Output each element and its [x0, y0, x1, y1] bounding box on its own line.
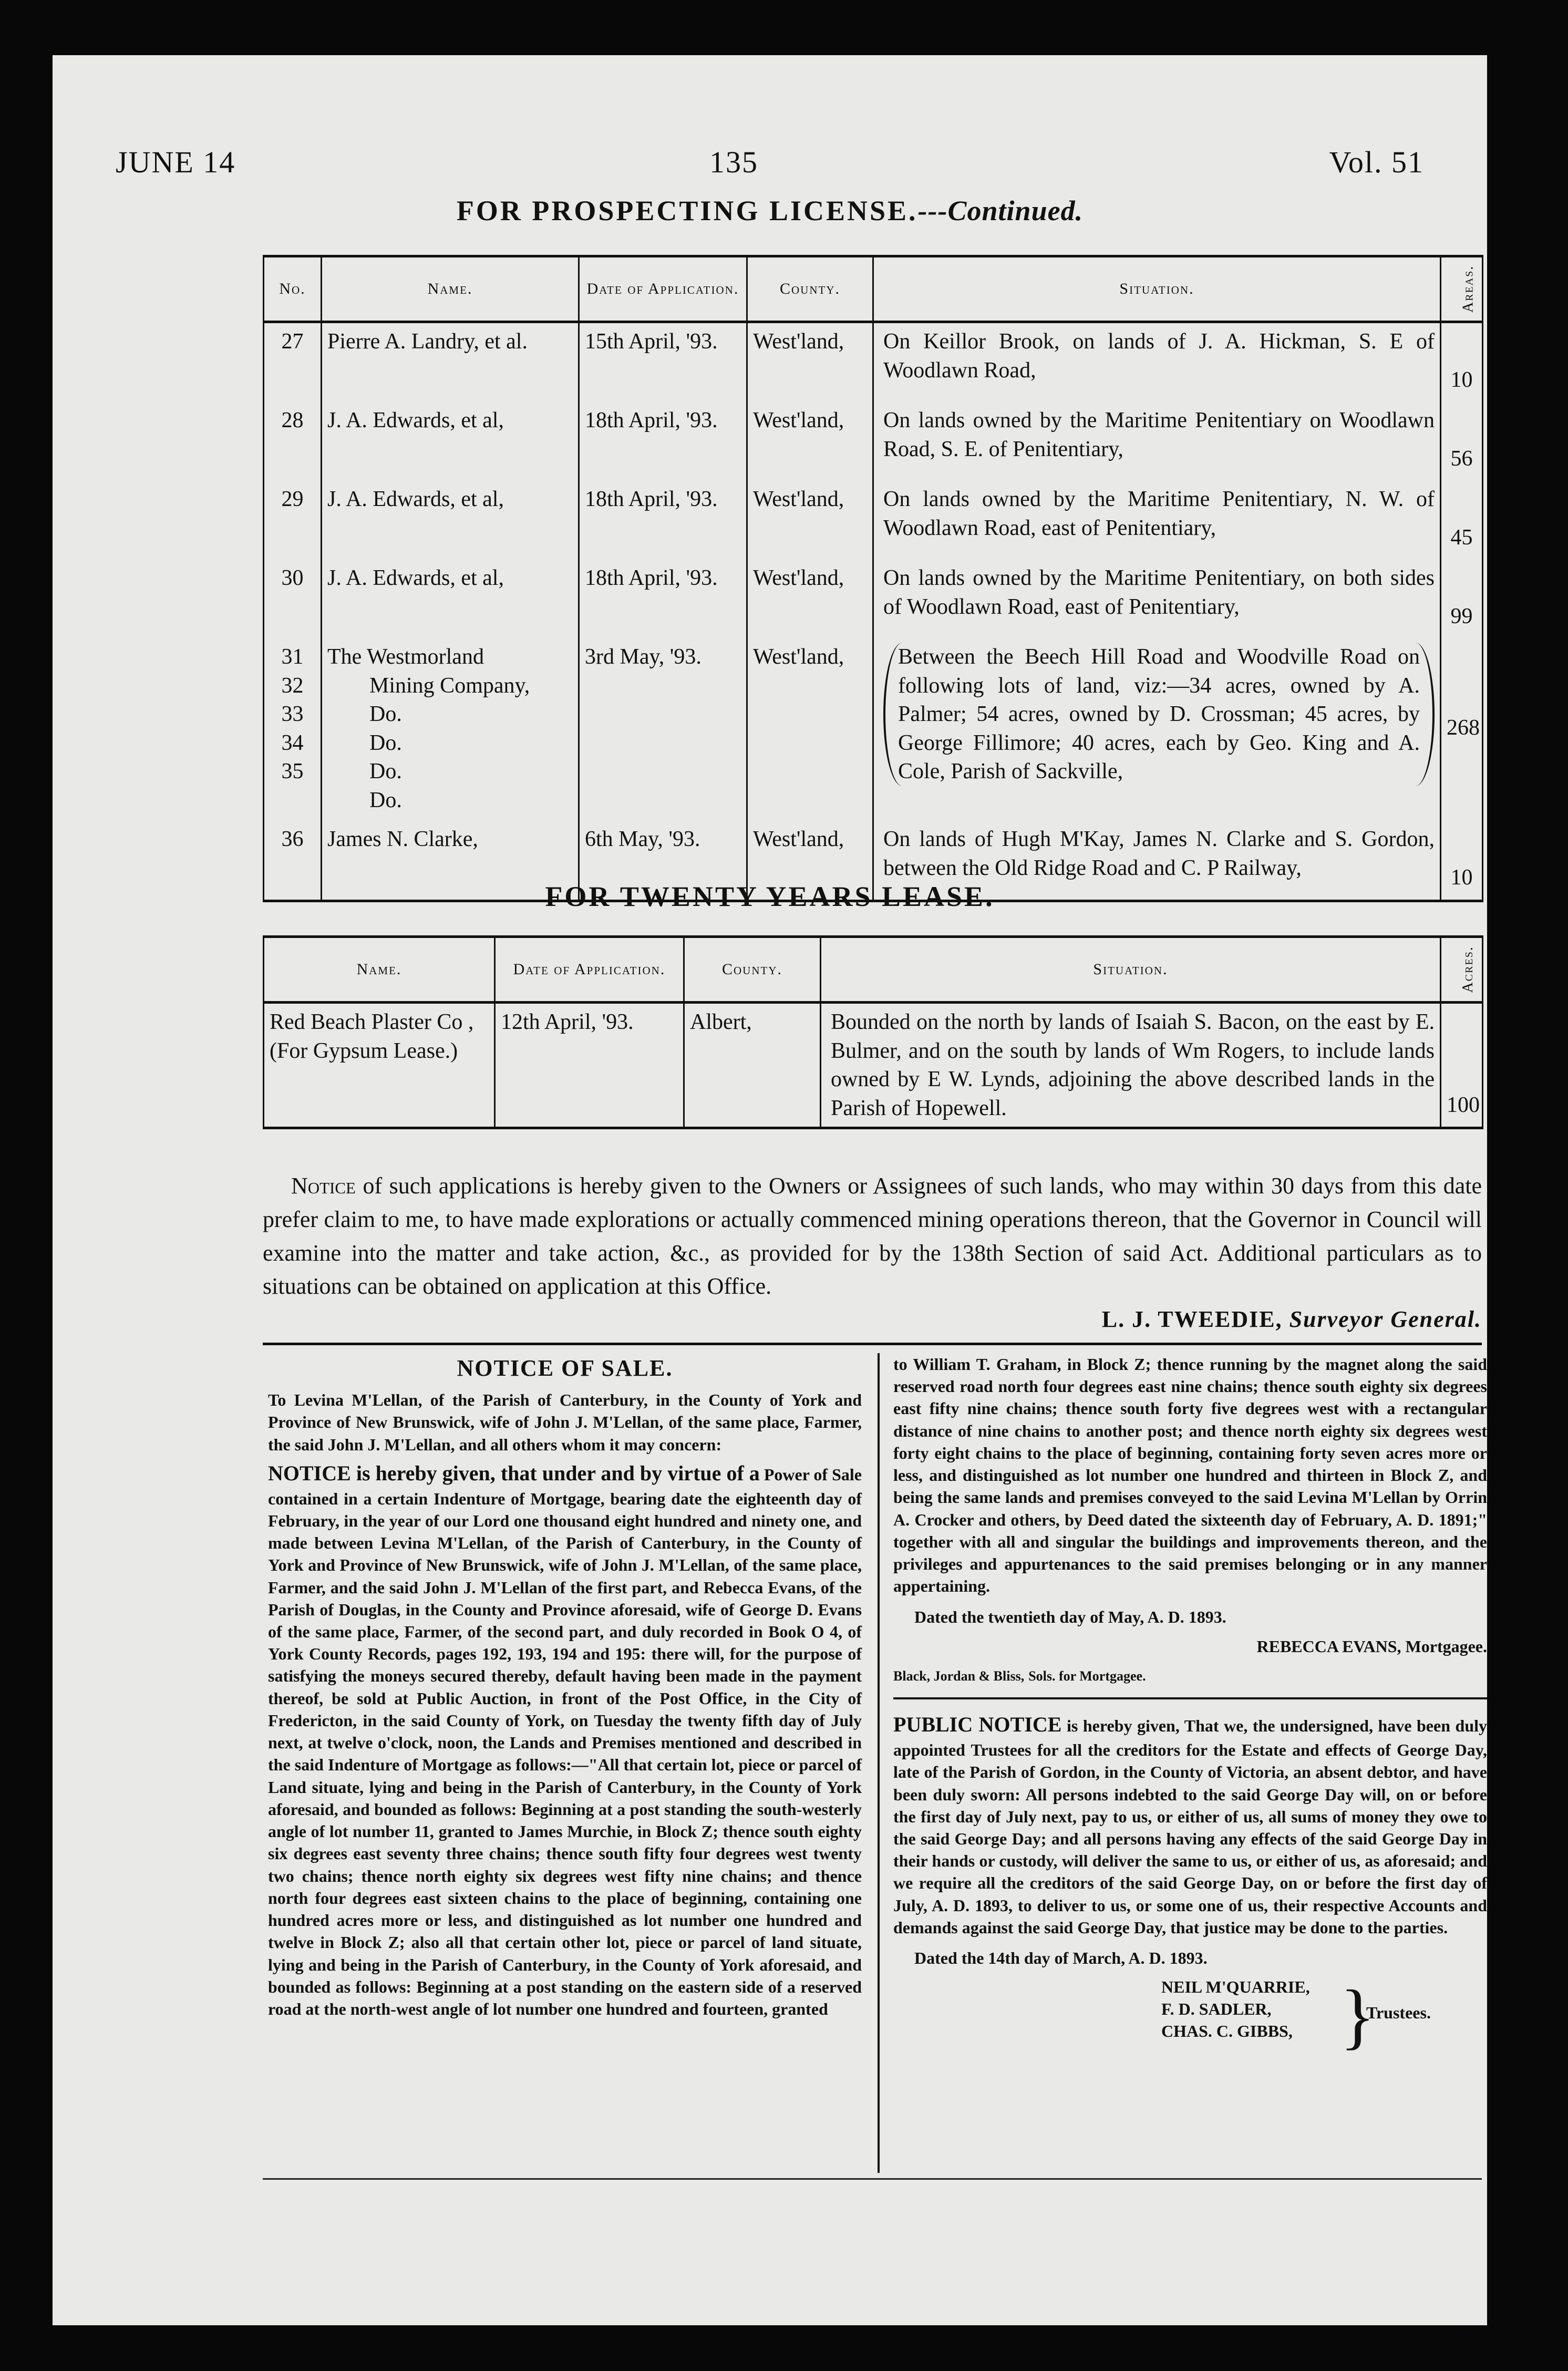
- county: West'land,: [747, 322, 873, 403]
- col-header-areas: Areas.: [1441, 256, 1483, 322]
- right-column: [893, 1353, 1487, 2055]
- sale-address: To Levina M'Lellan, of the Parish of Canterbury, in the County of York and Province of New Brunswick, wife of John J. M'Lellan, of the same place, Farmer, the said John J. M'Lellan, and all others whom it may concern:: [268, 1390, 862, 1454]
- trustees-brace: }: [1340, 1975, 1376, 2057]
- row-number: 28: [264, 402, 322, 481]
- situation: On lands owned by the Maritime Penitentiary, on both sides of Woodlawn Road, east of Penitentiary,: [873, 560, 1441, 638]
- applicant-name: The Westmorland Mining Company, Do. Do. Do. Do.: [322, 638, 579, 821]
- notice-of-sale-left-column: [268, 1353, 862, 2020]
- surveyor-signature: L. J. TWEEDIE, Surveyor General.: [1101, 1306, 1482, 1332]
- trustees-signature: [893, 1976, 1487, 2055]
- area: 268: [1441, 638, 1483, 821]
- table-row-group: [264, 638, 1483, 821]
- situation: [873, 638, 1441, 821]
- table-row: [264, 402, 1483, 481]
- county: West'land,: [747, 481, 873, 560]
- table-row: [264, 481, 1483, 560]
- county: West'land,: [747, 821, 873, 901]
- trustee-name: NEIL M'QUARRIE,: [1161, 1977, 1310, 1997]
- application-date: 15th April, '93.: [579, 322, 747, 403]
- applicant-name: Red Beach Plaster Co , (For Gypsum Lease.): [264, 1003, 495, 1128]
- col-header-county: County.: [747, 256, 873, 322]
- row-number: 30: [264, 560, 322, 638]
- title-continued: ---Continued.: [917, 195, 1084, 226]
- mortgagee-signature: REBECCA EVANS, Mortgagee.: [1256, 1636, 1487, 1656]
- col-header-name: Name.: [322, 256, 579, 322]
- ditto: Do.: [369, 730, 402, 755]
- prospecting-license-table: [263, 255, 1483, 902]
- situation: Bounded on the north by lands of Isaiah S. Bacon, on the east by E. Bulmer, and on the south by lands of Wm Rogers, to include lands owned by E W. Lynds, adjoining the above described lands in the Parish of Hopewell.: [821, 1003, 1441, 1128]
- table-row: [264, 1003, 1483, 1128]
- county: Albert,: [684, 1003, 821, 1128]
- row-number: 33: [281, 702, 304, 727]
- public-notice-dated: Dated the 14th day of March, A. D. 1893.: [914, 1949, 1208, 1968]
- applicant-name: J. A. Edwards, et al,: [322, 481, 579, 560]
- sale-dated: Dated the twentieth day of May, A. D. 1893.: [914, 1607, 1226, 1626]
- situation: On lands of Hugh M'Kay, James N. Clarke and S. Gordon, between the Old Ridge Road and C. P Railway,: [873, 821, 1441, 901]
- application-date: 18th April, '93.: [579, 560, 747, 638]
- county: West'land,: [747, 402, 873, 481]
- area: 45: [1441, 481, 1483, 560]
- col-header-acres: Acres.: [1441, 937, 1483, 1003]
- notice-of-sale-title: NOTICE OF SALE.: [457, 1355, 673, 1381]
- applicant-name: Pierre A. Landry, et al.: [322, 322, 579, 403]
- situation: On lands owned by the Maritime Penitentiary, N. W. of Woodlawn Road, east of Penitentiary,: [873, 481, 1441, 560]
- county: West'land,: [747, 638, 873, 821]
- table-row: [264, 322, 1483, 403]
- public-notice-lead: PUBLIC NOTICE: [893, 1713, 1062, 1737]
- row-number: 32: [281, 673, 304, 698]
- table-row: [264, 560, 1483, 638]
- applicant-name: James N. Clarke,: [322, 821, 579, 901]
- bottom-rule: [263, 2178, 1482, 2180]
- col-header-name: Name.: [264, 937, 495, 1003]
- area: 10: [1441, 322, 1483, 403]
- gazette-page: [53, 55, 1487, 2325]
- row-number: 27: [264, 322, 322, 403]
- twenty-years-lease-table: [263, 935, 1483, 1129]
- situation-brace: Between the Beech Hill Road and Woodville Road on following lots of land, viz:—34 acres, owned by A. Palmer; 54 acres, owned by D. Crossman; 45 acres, by George Fillimore; 40 acres, each by Geo. King and A. Cole, Parish of Sackville,: [883, 643, 1435, 786]
- sale-body: Power of Sale contained in a certain Indenture of Mortgage, bearing date the eighteenth day of February, in the year of our Lord one thousand eight hundred and ninety one, and made between Levina M'Lellan, of the Parish of Canterbury, in the County of York and Province of New Brunswick, wife of John J. M'Lellan, of the same place, Farmer, and the said John J. M'Lellan of the first part, and Rebecca Evans, of the Parish of Douglas, in the County and Province aforesaid, wife of George D. Evans of the same place, Farmer, of the second part, and duly recorded in Book O 4, of York County Records, pages 192, 193, 194 and 195: there will, for the purpose of satisfying the moneys secured thereby, default having been made in the payment thereof, be sold at Public Auction, in front of the Post Office, in the City of Fredericton, in the said County of York, on Tuesday the twenty fifth day of July next, at twelve o'clock, noon, the Lands and Premises mentioned and described in the said Indenture of Mortgage as follows:—"All that certain lot, piece or parcel of Land situate, lying and being in the Parish of Canterbury, in the County of York aforesaid, and bounded as follows: Beginning at a post standing the south-westerly angle of lot number 11, granted to James Murchie, in Block Z; thence south eighty six degrees east seventy three chains; thence south fifty four degrees west twenty two chains; thence north eighty six degrees west fifty nine chains; and thence north four degrees east sixteen chains to the place of beginning, containing one hundred acres more or less, and distinguished as lot number one hundred and twelve in Block Z; also all that certain other lot, piece or parcel of land situate, lying and being in the Parish of Canterbury, in the County of York aforesaid, and bounded as follows: Beginning at a post standing on the eastern side of a reserved road at the north-west angle of lot number one hundred and fourteen, granted: [268, 1465, 862, 2018]
- trustee-name: F. D. SADLER,: [1161, 1999, 1272, 2019]
- running-header: [116, 145, 1424, 202]
- public-notice-body: is hereby given, That we, the undersigned, have been duly appointed Trustees for all the creditors for the Estate and effects of George Day, late of the Parish of Gordon, in the County of Victoria, an absent debtor, and have been duly sworn: All persons indebted to the said George Day will, on or before the first day of July next, pay to us, or either of us, all sums of money they owe to the said George Day; and all persons having any effects of the said George Day in their hands or custody, will deliver the same to us, or either of us, as aforesaid; and we require all the creditors of the said George Day, on or before the first day of July, A. D. 1893, to deliver to us, or some one of us, their respective Accounts and demands against the said George Day, that justice may be done to the parties.: [893, 1716, 1487, 1937]
- application-date: 18th April, '93.: [579, 402, 747, 481]
- row-number: 34: [281, 730, 304, 755]
- section-divider: [263, 1343, 1482, 1345]
- area: 99: [1441, 560, 1483, 638]
- col-header-date: Date of Application.: [579, 256, 747, 322]
- twenty-years-lease-title: FOR TWENTY YEARS LEASE.: [545, 881, 995, 912]
- row-number: 29: [264, 481, 322, 560]
- county: West'land,: [747, 560, 873, 638]
- col-header-county: County.: [684, 937, 821, 1003]
- sale-continuation: to William T. Graham, in Block Z; thence running by the magnet along the said reserved road north four degrees east nine chains; thence south eighty six degrees east fifty nine chains; thence south forty five degrees west with a rectangular distance of nine chains to another post; and thence north eighty six degrees west forty eight chains to the place of beginning, containing forty seven acres more or less, and distinguished as lot number one hundred and thirteen in Block Z, and being the same lands and premises conveyed to the said Levina M'Lellan by Orrin A. Crocker and others, by Deed dated the sixteenth day of February, A. D. 1891;" together with all and singular the buildings and improvements thereon, and the privileges and appurtenances to the said premises belonging or in any manner appertaining.: [893, 1355, 1487, 1596]
- notice-text: of such applications is hereby given to the Owners or Assignees of such lands, who may within 30 days from this date prefer claim to me, to have made explorations or actually commenced mining operations thereon, that the Governor in Council will examine into the matter and take action, &c., as provided for by the 138th Section of said Act. Additional particulars as to situations can be obtained on application at this Office.: [263, 1173, 1482, 1300]
- prospecting-license-title: FOR PROSPECTING LICENSE.---Continued.: [456, 195, 1084, 226]
- col-header-date: Date of Application.: [495, 937, 684, 1003]
- issue-date: JUNE 14: [116, 145, 236, 179]
- application-date: 12th April, '93.: [495, 1003, 684, 1128]
- area: 56: [1441, 402, 1483, 481]
- applicant-name: J. A. Edwards, et al,: [322, 560, 579, 638]
- ditto: Do.: [369, 788, 402, 812]
- area: 10: [1441, 821, 1483, 901]
- volume-number: Vol. 51: [1329, 145, 1424, 179]
- application-date: 3rd May, '93.: [579, 638, 747, 821]
- row-number: 35: [281, 759, 304, 784]
- application-date: 6th May, '93.: [579, 821, 747, 901]
- trustees-label: Trustees.: [1366, 2003, 1431, 2023]
- situation: On Keillor Brook, on lands of J. A. Hickman, S. E of Woodlawn Road,: [873, 322, 1441, 403]
- sale-lead: NOTICE is hereby given, that under and by virtue of a: [268, 1461, 760, 1485]
- row-number: 31: [281, 645, 304, 669]
- page-number: 135: [709, 145, 758, 179]
- ditto: Do.: [369, 702, 402, 727]
- col-header-situation: Situation.: [873, 256, 1441, 322]
- application-date: 18th April, '93.: [579, 481, 747, 560]
- row-number: 36: [264, 821, 322, 901]
- col-header-situation: Situation.: [821, 937, 1441, 1003]
- table-header-row: [264, 256, 1483, 322]
- applications-notice: [263, 1169, 1482, 1303]
- row-numbers: [264, 638, 322, 821]
- ditto: Do.: [369, 759, 402, 784]
- solicitors: Black, Jordan & Bliss, Sols. for Mortgagee.: [893, 1668, 1146, 1684]
- notice-divider: [893, 1697, 1487, 1699]
- acres: 100: [1441, 1003, 1483, 1128]
- table-header-row: [264, 937, 1483, 1003]
- applicant-name: J. A. Edwards, et al,: [322, 402, 579, 481]
- situation: On lands owned by the Maritime Penitentiary on Woodlawn Road, S. E. of Penitentiary,: [873, 402, 1441, 481]
- notice-lead: Notice: [291, 1173, 356, 1199]
- trustee-name: CHAS. C. GIBBS,: [1161, 2021, 1293, 2040]
- column-divider: [878, 1353, 880, 2173]
- col-header-no: No.: [264, 256, 322, 322]
